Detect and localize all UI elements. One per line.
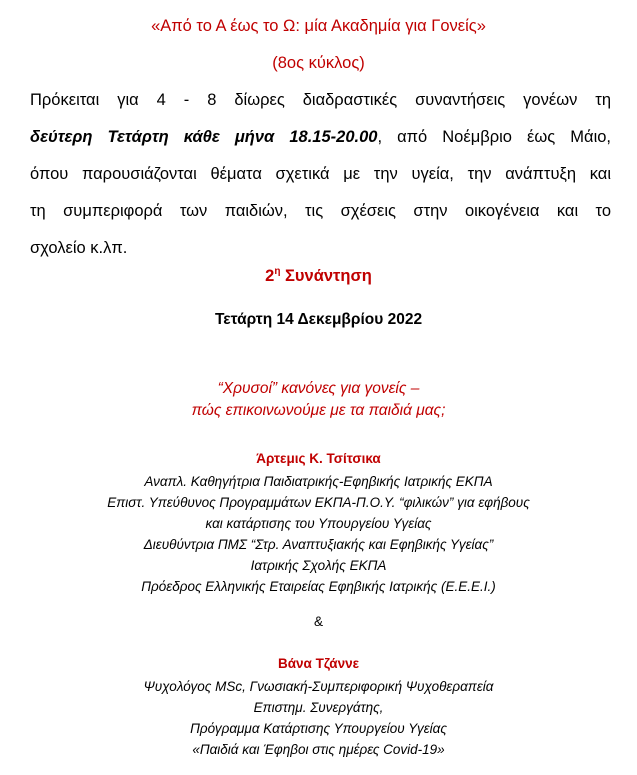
speaker-1-credential: Επιστ. Υπεύθυνος Προγραμμάτων ΕΚΠΑ-Π.Ο.Υ. “φιλικών” για εφήβους — [107, 495, 530, 510]
speaker-1-credential: Διευθύντρια ΠΜΣ “Στρ. Αναπτυξιακής και Εφηβικής Υγείας” — [143, 537, 494, 552]
speaker-2-name: Βάνα Τζάννε — [277, 656, 360, 671]
intro-line-4: τη συμπεριφορά των παιδιών, τις σχέσεις στην οικογένεια και το — [30, 202, 611, 220]
intro-line-2 — [30, 119, 611, 156]
meeting-number: 2 — [265, 267, 275, 285]
intro-line-2-rest: , από Νοέμβριο έως Μάιο, — [377, 128, 611, 146]
meeting-heading — [0, 266, 637, 286]
speaker-2-credential: «Παιδιά και Έφηβοι στις ημέρες Covid-19» — [192, 742, 445, 757]
speaker-1-name: Άρτεμις Κ. Τσίτσικα — [256, 451, 381, 466]
meeting-label: Συνάντηση — [280, 267, 372, 285]
topic-line-2: πώς επικοινωνούμε με τα παιδιά μας; — [191, 402, 446, 419]
speaker-2-credential: Πρόγραμμα Κατάρτισης Υπουργείου Υγείας — [190, 721, 447, 736]
speaker-2-credential: Επιστημ. Συνεργάτης, — [253, 700, 384, 715]
speaker-1-credential: Πρόεδρος Ελληνικής Εταιρείας Εφηβικής Ιατρικής (Ε.Ε.Ε.Ι.) — [141, 579, 496, 594]
program-cycle: (8ος κύκλος) — [272, 54, 365, 72]
meeting-ordinal-suffix: η — [274, 266, 281, 277]
intro-line-5: σχολείο κ.λπ. — [30, 239, 128, 257]
intro-paragraph — [30, 82, 611, 267]
intro-line-1: Πρόκειται για 4 - 8 δίωρες διαδραστικές συναντήσεις γονέων τη — [30, 91, 611, 109]
program-title: «Από το Α έως το Ω: μία Ακαδημία για Γονείς» — [151, 17, 486, 35]
meeting-date: Τετάρτη 14 Δεκεμβρίου 2022 — [214, 311, 423, 328]
intro-line-3: όπου παρουσιάζονται θέματα σχετικά με την υγεία, την ανάπτυξη και — [30, 165, 611, 183]
intro-schedule-emphasis: δεύτερη Τετάρτη κάθε μήνα 18.15-20.00 — [30, 128, 378, 146]
speaker-1-credential: Ιατρικής Σχολής ΕΚΠΑ — [250, 558, 387, 573]
speaker-1-credential: Αναπλ. Καθηγήτρια Παιδιατρικής-Εφηβικής Ιατρικής ΕΚΠΑ — [144, 474, 493, 489]
topic-line-1: “Χρυσοί” κανόνες για γονείς – — [217, 380, 420, 397]
speaker-2-credential: Ψυχολόγος MSc, Γνωσιακή-Συμπεριφορική Ψυχοθεραπεία — [143, 679, 494, 694]
speaker-separator: & — [313, 614, 323, 629]
speaker-1-credential: και κατάρτισης του Υπουργείου Υγείας — [205, 516, 432, 531]
